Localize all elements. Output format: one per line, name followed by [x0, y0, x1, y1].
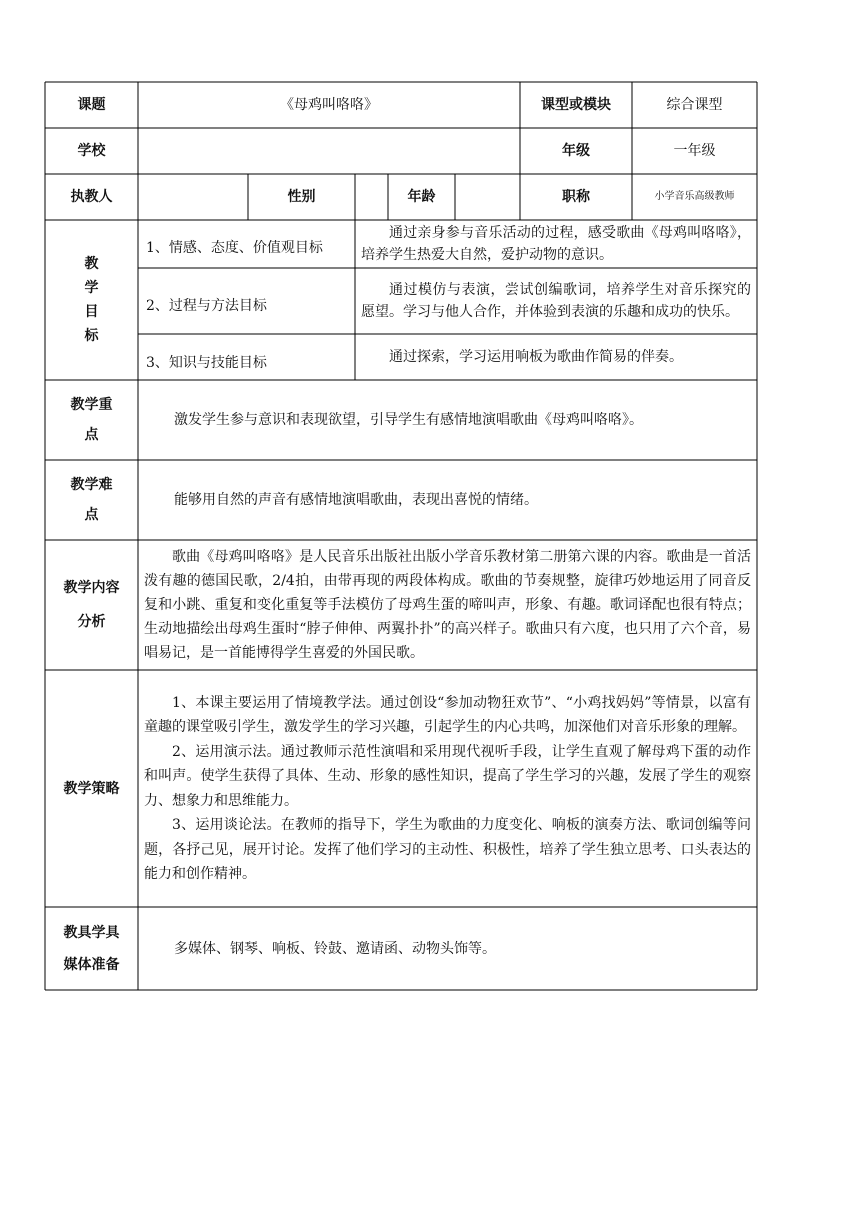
teacher-label: 执教人 [70, 189, 113, 205]
objective-text-content: 通过模仿与表演，尝试创编歌词，培养学生对音乐探究的愿望。学习与他人合作，并体验到表演的乐趣和成功的快乐。 [361, 282, 751, 320]
objective-text [355, 268, 757, 334]
analysis-text [138, 540, 757, 670]
difficulty-label-line1: 教学难 [70, 477, 113, 493]
media-label-line2: 媒体准备 [63, 956, 120, 973]
strategy-paragraph: 2、运用演示法。通过教师示范性演唱和采用现代视听手段，让学生直观了解母鸡下蛋的动作和叫声。使学生获得了具体、生动、形象的感性知识，提高了学生学习的兴趣，发展了学生的观察力、想象力和思维能力。 [144, 743, 751, 809]
gender-label: 性别 [287, 189, 316, 205]
objectives-label-char: 学 [84, 280, 99, 296]
school-value [138, 128, 520, 174]
strategy-paragraph: 3、运用谈论法。在教师的指导下，学生为歌曲的力度变化、响板的演奏方法、歌词创编等问题，各抒己见，展开讨论。发挥了他们学习的主动性、积极性，培养了学生独立思考、口头表达的能力和创作精神。 [144, 817, 751, 882]
objectives-label-char: 标 [84, 328, 99, 344]
type-value: 综合课型 [666, 97, 723, 113]
objectives-label-char: 目 [84, 304, 99, 320]
objective-name: 1、情感、态度、价值观目标 [146, 240, 323, 256]
media-label-line1: 教具学具 [63, 924, 120, 941]
gender-value [355, 174, 388, 220]
difficulty-label [45, 460, 138, 540]
objective-text-content: 通过探索，学习运用响板为歌曲作简易的伴奏。 [389, 349, 683, 365]
key-point-content: 激发学生参与意识和表现欲望，引导学生有感情地演唱歌曲《母鸡叫咯咯》。 [174, 412, 643, 428]
grade-value: 一年级 [673, 143, 716, 159]
analysis-label [45, 540, 138, 670]
key-point-label-line2: 点 [84, 427, 99, 443]
objective-text [355, 334, 757, 380]
analysis-label-line2: 分析 [77, 614, 106, 630]
strategy-label: 教学策略 [63, 780, 120, 797]
key-point-label-line1: 教学重 [70, 397, 113, 413]
strategy-paragraph: 1、本课主要运用了情境教学法。通过创设“参加动物狂欢节”、“小鸡找妈妈”等情景，以富有童趣的课堂吸引学生，激发学生的学习兴趣，引起学生的内心共鸣，加深他们对音乐形象的理解。 [144, 694, 751, 735]
objectives-label [45, 220, 138, 380]
title-label: 职称 [562, 189, 590, 205]
analysis-label-line1: 教学内容 [63, 580, 120, 596]
objective-name: 2、过程与方法目标 [146, 298, 267, 314]
objectives-label-char: 教 [84, 256, 99, 272]
difficulty-content: 能够用自然的声音有感情地演唱歌曲，表现出喜悦的情绪。 [174, 492, 538, 508]
objective-text [355, 220, 757, 268]
teacher-value [138, 174, 248, 220]
topic-label: 课题 [77, 97, 106, 113]
objective-text-content: 通过亲身参与音乐活动的过程，感受歌曲《母鸡叫咯咯》，培养学生热爱大自然，爱护动物的意识。 [361, 225, 751, 263]
type-label: 课型或模块 [541, 97, 611, 113]
strategy-text [138, 670, 757, 907]
difficulty-label-line2: 点 [84, 507, 99, 523]
objective-name: 3、知识与技能目标 [146, 355, 267, 371]
age-value [455, 174, 520, 220]
title-value: 小学音乐高级教师 [654, 191, 735, 202]
grade-label: 年级 [562, 143, 590, 159]
school-label: 学校 [77, 143, 106, 159]
media-content: 多媒体、钢琴、响板、铃鼓、邀请函、动物头饰等。 [174, 940, 496, 957]
topic-value: 《母鸡叫咯咯》 [280, 97, 378, 113]
media-label [45, 907, 138, 990]
age-label: 年龄 [407, 189, 436, 205]
difficulty-text [138, 460, 757, 540]
key-point-text [138, 380, 757, 460]
key-point-label [45, 380, 138, 460]
media-text [138, 907, 757, 990]
analysis-content: 歌曲《母鸡叫咯咯》是人民音乐出版社出版小学音乐教材第二册第六课的内容。歌曲是一首活泼有趣的德国民歌，2/4拍，由带再现的两段体构成。歌曲的节奏规整，旋律巧妙地运用了同音反复和小跳、重复和变化重复等手法模仿了母鸡生蛋的啼叫声，形象、有趣。歌词译配也很有特点；生动地描绘出母鸡生蛋时“脖子伸伸、两翼扑扑”的高兴样子。歌曲只有六度，也只用了六个音，易唱易记，是一首能博得学生喜爱的外国民歌。 [144, 549, 751, 661]
